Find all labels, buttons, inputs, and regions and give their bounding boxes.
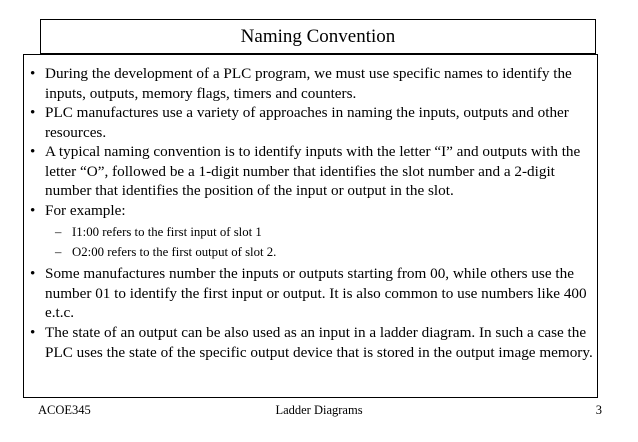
slide-title: Naming Convention	[240, 25, 396, 47]
sub-bullet-text: I1:00 refers to the first input of slot 1	[72, 225, 262, 239]
bullet-item	[30, 264, 593, 323]
bullet-marker: •	[30, 324, 36, 341]
slide-title-box	[40, 19, 596, 54]
bullet-item	[30, 103, 593, 142]
bullet-text: A typical naming convention is to identify inputs with the letter “I” and outputs with the letter “O”, followed be a 1-digit number that identifies the slot number and a 2-digit number that identifies the position of the input or output in the slot.	[45, 143, 581, 199]
footer-topic: Ladder Diagrams	[275, 403, 363, 417]
bullet-item	[30, 64, 593, 103]
bullet-marker: •	[30, 65, 36, 82]
sub-bullet-marker: –	[55, 225, 62, 239]
bullet-marker: •	[30, 202, 36, 219]
sub-bullet-marker: –	[55, 245, 62, 259]
bullet-text: For example:	[45, 202, 126, 219]
footer-course: ACOE345	[38, 403, 91, 417]
bullet-text: PLC manufactures use a variety of approaches in naming the inputs, outputs and other resources.	[45, 104, 569, 141]
bullet-marker: •	[30, 265, 36, 282]
bullet-marker: •	[30, 143, 36, 160]
bullet-text: The state of an output can be also used as an input in a ladder diagram. In such a case the PLC uses the state of the specific output device that is stored in the output image memory.	[45, 324, 593, 361]
sub-bullet-text: O2:00 refers to the first output of slot 2.	[72, 245, 277, 259]
bullet-text: Some manufactures number the inputs or outputs starting from 00, while others use the number 01 to identify the first input or output. It is also common to use numbers like 400 e.t.c.	[45, 265, 587, 321]
sub-bullet-item	[55, 244, 591, 261]
bullet-item	[30, 201, 593, 221]
bullet-item	[30, 142, 593, 201]
bullet-marker: •	[30, 104, 36, 121]
bullet-text: During the development of a PLC program, we must use specific names to identify the inputs, outputs, memory flags, timers and counters.	[45, 65, 572, 102]
slide-body	[23, 54, 598, 398]
footer-page-number: 3	[595, 403, 602, 417]
bullet-item	[30, 323, 593, 362]
sub-bullet-item	[55, 224, 591, 241]
